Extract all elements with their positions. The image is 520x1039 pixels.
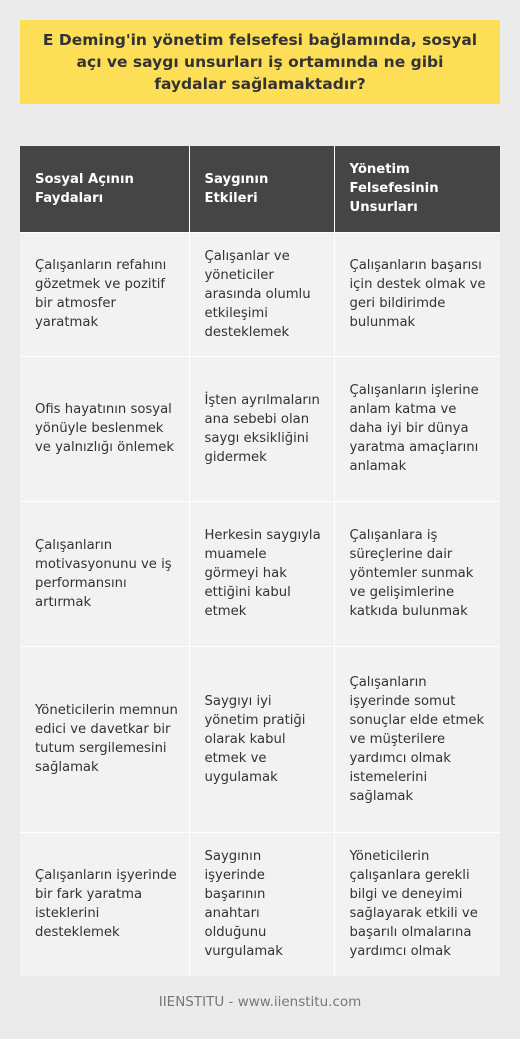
table-cell: Çalışanların başarısı için destek olmak ve geri bildirimde bulunmak bbox=[334, 232, 500, 356]
table-cell: Çalışanlara iş süreçlerine dair yöntemler sunmak ve gelişimlerine katkıda bulunmak bbox=[334, 501, 500, 646]
comparison-table bbox=[20, 146, 500, 976]
table-cell: Çalışanların refahını gözetmek ve pozitif bir atmosfer yaratmak bbox=[20, 232, 189, 356]
table-cell: Çalışanların işyerinde bir fark yaratma isteklerini desteklemek bbox=[20, 832, 189, 976]
table-cell: Herkesin saygıyla muamele görmeyi hak ettiğini kabul etmek bbox=[189, 501, 334, 646]
table-row bbox=[20, 232, 500, 356]
table-cell: Çalışanların işlerine anlam katma ve daha iyi bir dünya yaratma amaçlarını anlamak bbox=[334, 356, 500, 501]
table-cell: Yöneticilerin memnun edici ve davetkar bir tutum sergilemesini sağlamak bbox=[20, 646, 189, 832]
table-row bbox=[20, 356, 500, 501]
table-header-row bbox=[20, 146, 500, 232]
table-cell: Çalışanların motivasyonunu ve iş performansını artırmak bbox=[20, 501, 189, 646]
table-row bbox=[20, 501, 500, 646]
column-header-social-benefits: Sosyal Açının Faydaları bbox=[20, 146, 189, 232]
page-title: E Deming'in yönetim felsefesi bağlamında, sosyal açı ve saygı unsurları iş ortamında ne gibi faydalar sağlamaktadır? bbox=[42, 31, 478, 93]
table-cell: Çalışanların işyerinde somut sonuçlar elde etmek ve müşterilere yardımcı olmak istemelerini sağlamak bbox=[334, 646, 500, 832]
table-cell: Saygıyı iyi yönetim pratiği olarak kabul etmek ve uygulamak bbox=[189, 646, 334, 832]
table-cell: Ofis hayatının sosyal yönüyle beslenmek ve yalnızlığı önlemek bbox=[20, 356, 189, 501]
title-banner bbox=[20, 20, 500, 104]
column-header-management-elements: Yönetim Felsefesinin Unsurları bbox=[334, 146, 500, 232]
table-row bbox=[20, 646, 500, 832]
table-cell: İşten ayrılmaların ana sebebi olan saygı eksikliğini gidermek bbox=[189, 356, 334, 501]
column-header-respect-effects: Saygının Etkileri bbox=[189, 146, 334, 232]
table-cell: Yöneticilerin çalışanlara gerekli bilgi ve deneyimi sağlayarak etkili ve başarılı olmalarına yardımcı olmak bbox=[334, 832, 500, 976]
table-cell: Saygının işyerinde başarının anahtarı olduğunu vurgulamak bbox=[189, 832, 334, 976]
table-cell: Çalışanlar ve yöneticiler arasında olumlu etkileşimi desteklemek bbox=[189, 232, 334, 356]
table-row bbox=[20, 832, 500, 976]
footer-credit: IIENSTITU - www.iienstitu.com bbox=[158, 994, 362, 1010]
